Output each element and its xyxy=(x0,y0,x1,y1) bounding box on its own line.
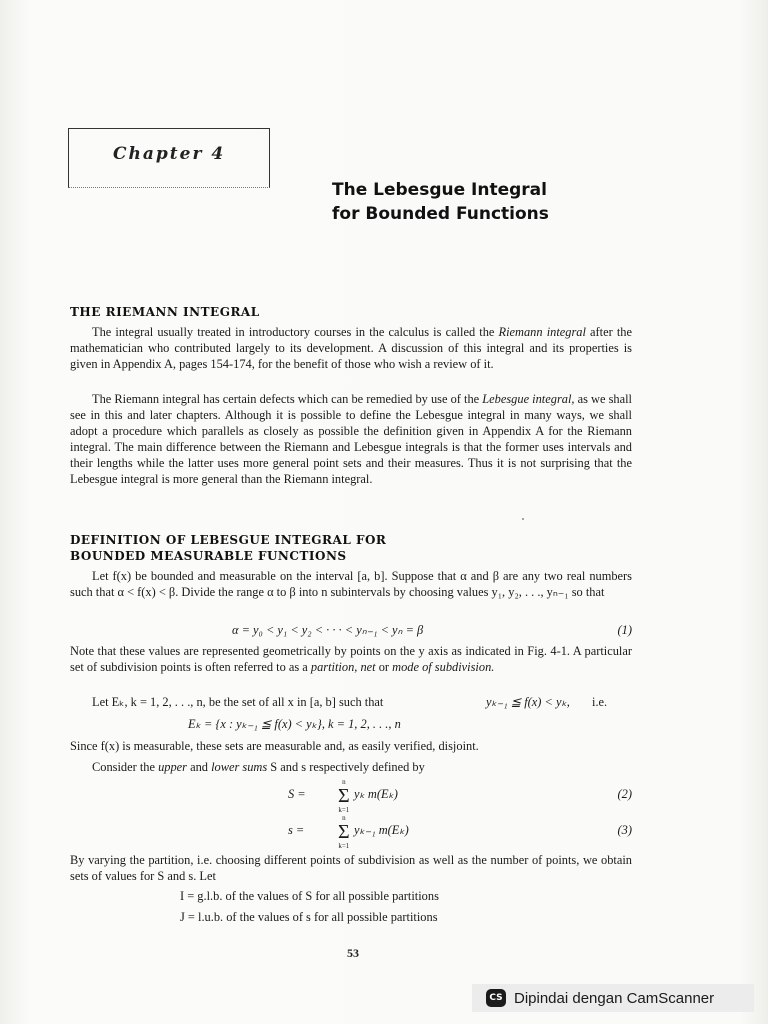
riemann-p2-text-b: as we shall see in this and later chapters. Although it is possible to define the Lebesgue integral in many ways, we shall adopt a procedure which parallels as closely as possible the definition given in Appendix A for the Riemann integral. The main difference between the Riemann and Lebesgue integrals is that the former uses intervals and their lengths while the latter uses more general point sets and their measures. Thus it is not surprising that the Lebesgue integral is more general than the Riemann integral. xyxy=(70,392,633,486)
camscanner-watermark xyxy=(472,984,754,1012)
riemann-paragraph-2 xyxy=(70,391,632,487)
definition-paragraph-2 xyxy=(70,643,632,675)
definition-heading-line2: BOUNDED MEASURABLE FUNCTIONS xyxy=(70,549,347,563)
sum-lower-limit: k=1 xyxy=(338,842,350,850)
sigma-symbol: Σ xyxy=(338,821,350,843)
riemann-paragraph-1 xyxy=(70,324,632,372)
lower-sums-term: lower sums xyxy=(211,760,268,774)
summation-symbol xyxy=(338,778,350,814)
definition-paragraph-1 xyxy=(70,568,632,600)
scan-speck xyxy=(522,518,524,520)
equation-2-number: (2) xyxy=(617,787,632,801)
equation-1-number: (1) xyxy=(617,623,632,637)
page-number: 53 xyxy=(347,946,359,960)
equation-ek-body: Eₖ = {x : yₖ₋₁ ≦ f(x) < yₖ}, k = 1, 2, . . ., n xyxy=(188,717,401,731)
chapter-label: Chapter 4 xyxy=(113,144,226,164)
definition-heading xyxy=(70,532,386,564)
equation-3-rhs: yₖ₋₁ m(Eₖ) xyxy=(354,823,409,837)
definition-heading-line1: DEFINITION OF LEBESGUE INTEGRAL FOR xyxy=(70,533,387,547)
equation-2-lhs: S = xyxy=(288,787,306,801)
riemann-heading: THE RIEMANN INTEGRAL xyxy=(70,305,260,319)
equation-3-number: (3) xyxy=(617,823,632,837)
riemann-p1-text-a: The integral usually treated in introductory courses in the calculus is called the xyxy=(92,325,499,339)
camscanner-watermark-text: Dipindai dengan CamScanner xyxy=(514,989,715,1007)
equation-2 xyxy=(70,778,632,820)
riemann-p1-text-b: after the mathematician who contributed largely to its development. A discussion of this integral and its properties is given in Appendix A, pages 154-174, for the benefit of those who wish a review of it. xyxy=(70,325,633,371)
mode-of-subdivision-term: mode of subdivision. xyxy=(392,660,495,674)
definition-paragraph-4 xyxy=(70,738,632,754)
definition-paragraph-6 xyxy=(70,852,632,884)
definition-J-text: J = l.u.b. of the values of s for all possible partitions xyxy=(180,910,438,924)
definition-p3-ie: i.e. xyxy=(592,695,608,709)
definition-p4-text: Since f(x) is measurable, these sets are measurable and, as easily verified, disjoint. xyxy=(70,739,479,753)
definition-p2-text-b: or xyxy=(375,660,393,674)
equation-2-rhs: yₖ m(Eₖ) xyxy=(354,787,398,801)
chapter-title xyxy=(332,178,549,226)
definition-I-text: I = g.l.b. of the values of S for all possible partitions xyxy=(180,889,439,903)
riemann-p2-text-a: The Riemann integral has certain defects which can be remedied by use of the xyxy=(92,392,483,406)
partition-term: partition, net xyxy=(310,660,376,674)
sum-upper-limit: n xyxy=(342,814,346,822)
camscanner-logo-icon: CS xyxy=(486,989,506,1007)
definition-p5-and: and xyxy=(187,760,212,774)
chapter-title-line1: The Lebesgue Integral xyxy=(332,180,547,200)
equation-3-lhs: s = xyxy=(288,823,305,837)
equation-3 xyxy=(70,814,632,856)
definition-p1-text: Let f(x) be bounded and measurable on the interval [a, b]. Suppose that α and β are any two real numbers such that α < f(x) < β. Divide the range α to β into n subintervals by choosing values y₁, y₂, . . ., yₙ₋₁ so that xyxy=(70,569,632,599)
definition-p6-text: By varying the partition, i.e. choosing different points of subdivision as well as the number of points, we obtain sets of values for S and s. Let xyxy=(70,853,632,883)
definition-p3-condition: yₖ₋₁ ≦ f(x) < yₖ, xyxy=(486,695,570,709)
definition-p2-text-a: Note that these values are represented geometrically by points on the y axis as indicated in Fig. 4-1. A particular set of subdivision points is often referred to as a xyxy=(70,644,632,674)
lebesgue-integral-term: Lebesgue integral, xyxy=(482,392,575,406)
riemann-integral-term: Riemann integral xyxy=(498,325,586,339)
definition-p3-text: Let Eₖ, k = 1, 2, . . ., n, be the set of all x in [a, b] such that xyxy=(92,695,384,709)
equation-1-body: α = y₀ < y₁ < y₂ < · · · < yₙ₋₁ < yₙ = β xyxy=(232,623,424,637)
definition-p5-text-b: S and s respectively defined by xyxy=(267,760,425,774)
summation-symbol xyxy=(338,814,350,850)
sum-upper-limit: n xyxy=(342,778,346,786)
sum-lower-limit: k=1 xyxy=(338,806,350,814)
definition-p5-text-a: Consider the xyxy=(92,760,159,774)
upper-term: upper xyxy=(158,760,187,774)
definition-paragraph-5 xyxy=(70,759,632,775)
chapter-title-line2: for Bounded Functions xyxy=(332,204,549,224)
sigma-symbol: Σ xyxy=(338,785,350,807)
